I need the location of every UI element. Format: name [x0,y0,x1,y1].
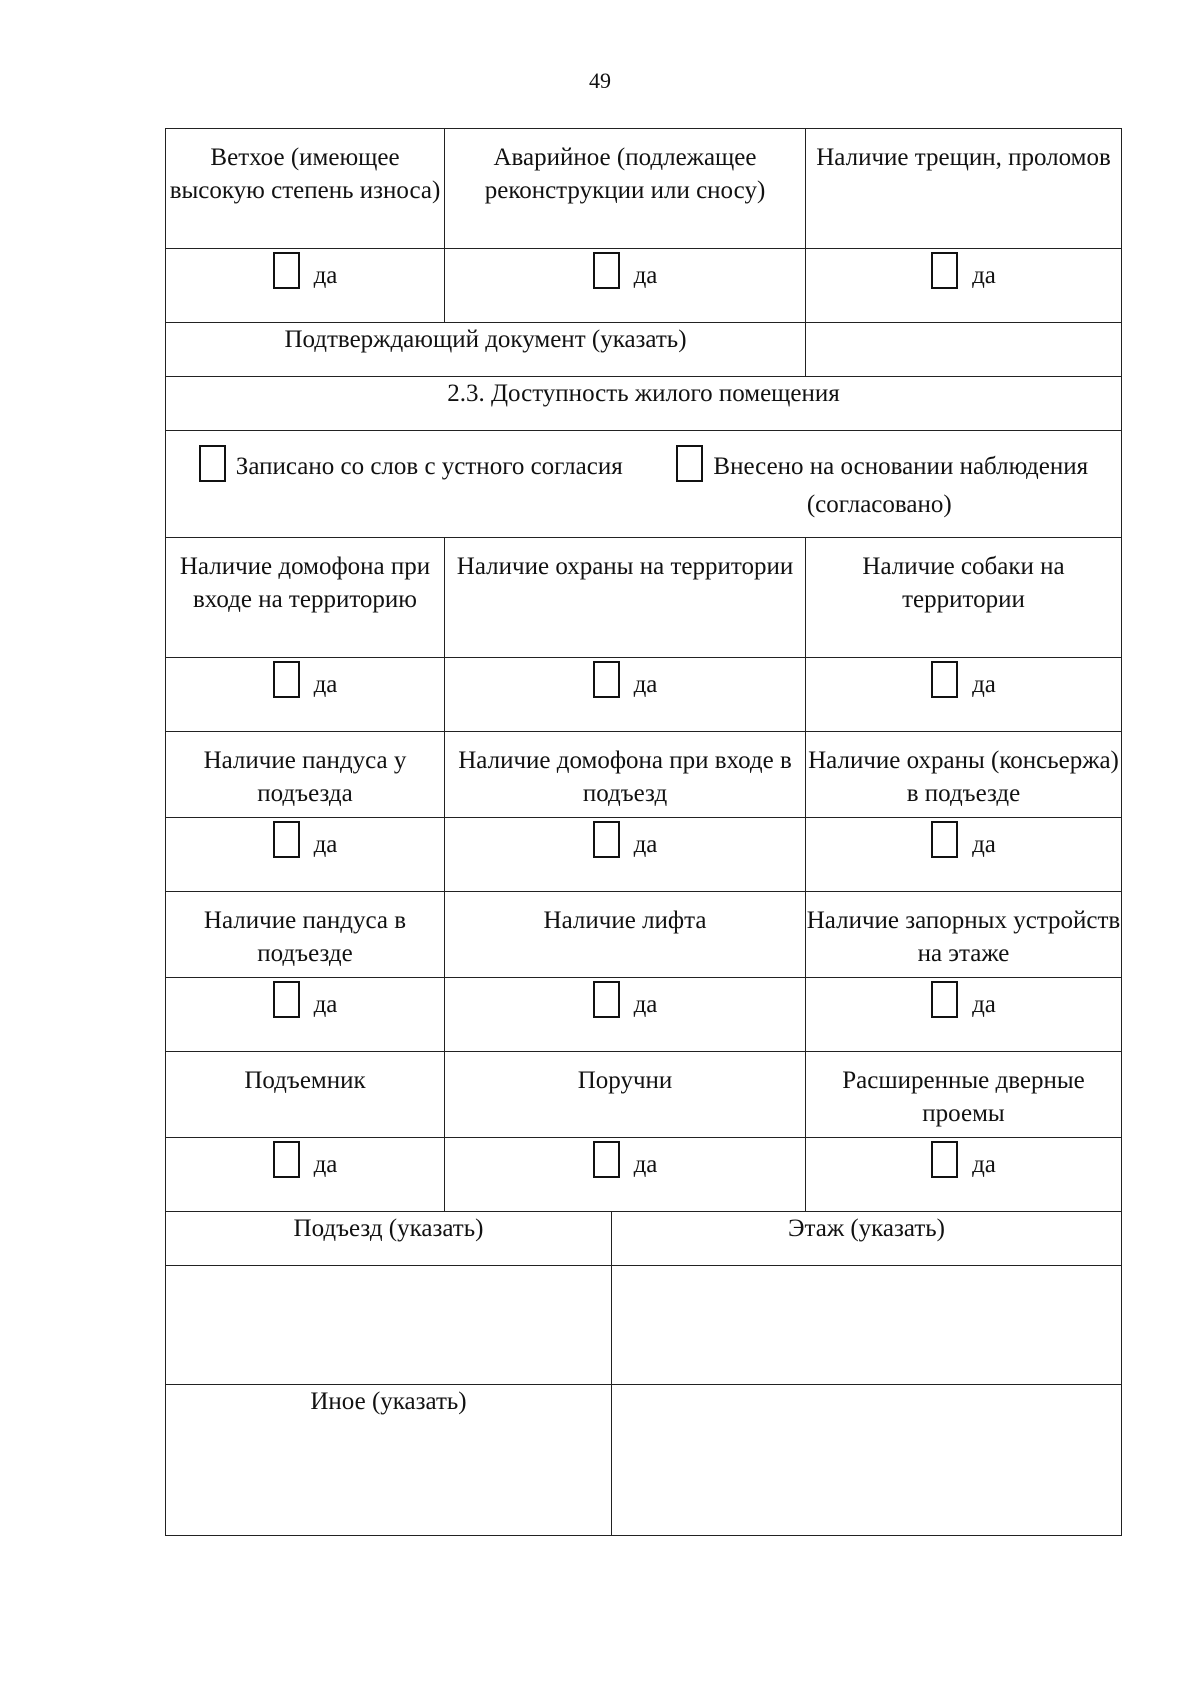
consent-observed-label: Внесено на основании наблюдения (согласовано) [713,453,1089,518]
yes-label: да [633,991,658,1018]
header-elevator: Наличие лифта [445,892,806,978]
yes-label: да [633,671,658,698]
entrance-label: Подъезд (указать) [166,1212,612,1266]
access-checkbox-row [166,818,1122,892]
header-intercom-territory: Наличие домофона при входе на территорию [166,538,445,658]
entrance-floor-header-row [166,1212,1122,1266]
entrance-floor-input-row [166,1266,1122,1385]
header-ramp-entrance: Наличие пандуса у подъезда [166,732,445,818]
header-wide-doors: Расширенные дверные проемы [806,1052,1122,1138]
yes-label: да [972,262,996,289]
ramp-inside-checkbox[interactable] [273,981,300,1018]
other-label: Иное (указать) [166,1385,612,1536]
section-title: 2.3. Доступность жилого помещения [166,377,1122,431]
yes-label: да [972,831,996,858]
access-checkbox-row [166,658,1122,732]
yes-label: да [313,991,338,1018]
yes-label: да [313,671,338,698]
access-header-row [166,538,1122,658]
consent-option-verbal [172,445,644,524]
access-header-row [166,892,1122,978]
floor-label: Этаж (указать) [612,1212,1122,1266]
locking-devices-checkbox[interactable] [931,981,958,1018]
access-header-row [166,732,1122,818]
header-cracks: Наличие трещин, проломов [806,129,1122,249]
floor-field[interactable] [612,1266,1122,1385]
accessibility-form-table [165,128,1122,1536]
header-dog-territory: Наличие собаки на территории [806,538,1122,658]
yes-label: да [633,831,658,858]
dilapidated-checkbox[interactable] [273,252,300,289]
condition-header-row [166,129,1122,249]
consent-option-observed [644,445,1116,524]
header-handrails: Поручни [445,1052,806,1138]
header-lift: Подъемник [166,1052,445,1138]
yes-label: да [313,1151,338,1178]
other-field[interactable] [612,1385,1122,1536]
header-concierge: Наличие охраны (консьержа) в подъезде [806,732,1122,818]
handrails-checkbox[interactable] [593,1141,620,1178]
header-ramp-inside: Наличие пандуса в подъезде [166,892,445,978]
document-field[interactable] [806,323,1122,377]
yes-label: да [972,1151,996,1178]
access-header-row [166,1052,1122,1138]
yes-label: да [972,991,996,1018]
page-number: 49 [589,68,611,93]
wide-doors-checkbox[interactable] [931,1141,958,1178]
document-label: Подтверждающий документ (указать) [166,323,806,377]
emergency-checkbox[interactable] [593,252,620,289]
consent-row [166,431,1122,538]
yes-label: да [313,262,338,289]
other-row [166,1385,1122,1536]
yes-label: да [972,671,996,698]
entrance-field[interactable] [166,1266,612,1385]
cracks-checkbox[interactable] [931,252,958,289]
yes-label: да [633,262,658,289]
access-checkbox-row [166,978,1122,1052]
header-dilapidated: Ветхое (имеющее высокую степень износа) [166,129,445,249]
intercom-territory-checkbox[interactable] [273,661,300,698]
consent-verbal-checkbox[interactable] [199,445,226,482]
condition-checkbox-row [166,249,1122,323]
header-intercom-entrance: Наличие домофона при входе в подъезд [445,732,806,818]
intercom-entrance-checkbox[interactable] [593,821,620,858]
security-territory-checkbox[interactable] [593,661,620,698]
ramp-entrance-checkbox[interactable] [273,821,300,858]
consent-verbal-label: Записано со слов с устного согласия [235,453,623,480]
header-security-territory: Наличие охраны на территории [445,538,806,658]
yes-label: да [633,1151,658,1178]
lift-checkbox[interactable] [273,1141,300,1178]
elevator-checkbox[interactable] [593,981,620,1018]
access-checkbox-row [166,1138,1122,1212]
concierge-checkbox[interactable] [931,821,958,858]
consent-observed-checkbox[interactable] [676,445,703,482]
dog-territory-checkbox[interactable] [931,661,958,698]
yes-label: да [313,831,338,858]
section-title-row [166,377,1122,431]
document-row [166,323,1122,377]
header-emergency: Аварийное (подлежащее реконструкции или сносу) [445,129,806,249]
header-locking-devices: Наличие запорных устройств на этаже [806,892,1122,978]
